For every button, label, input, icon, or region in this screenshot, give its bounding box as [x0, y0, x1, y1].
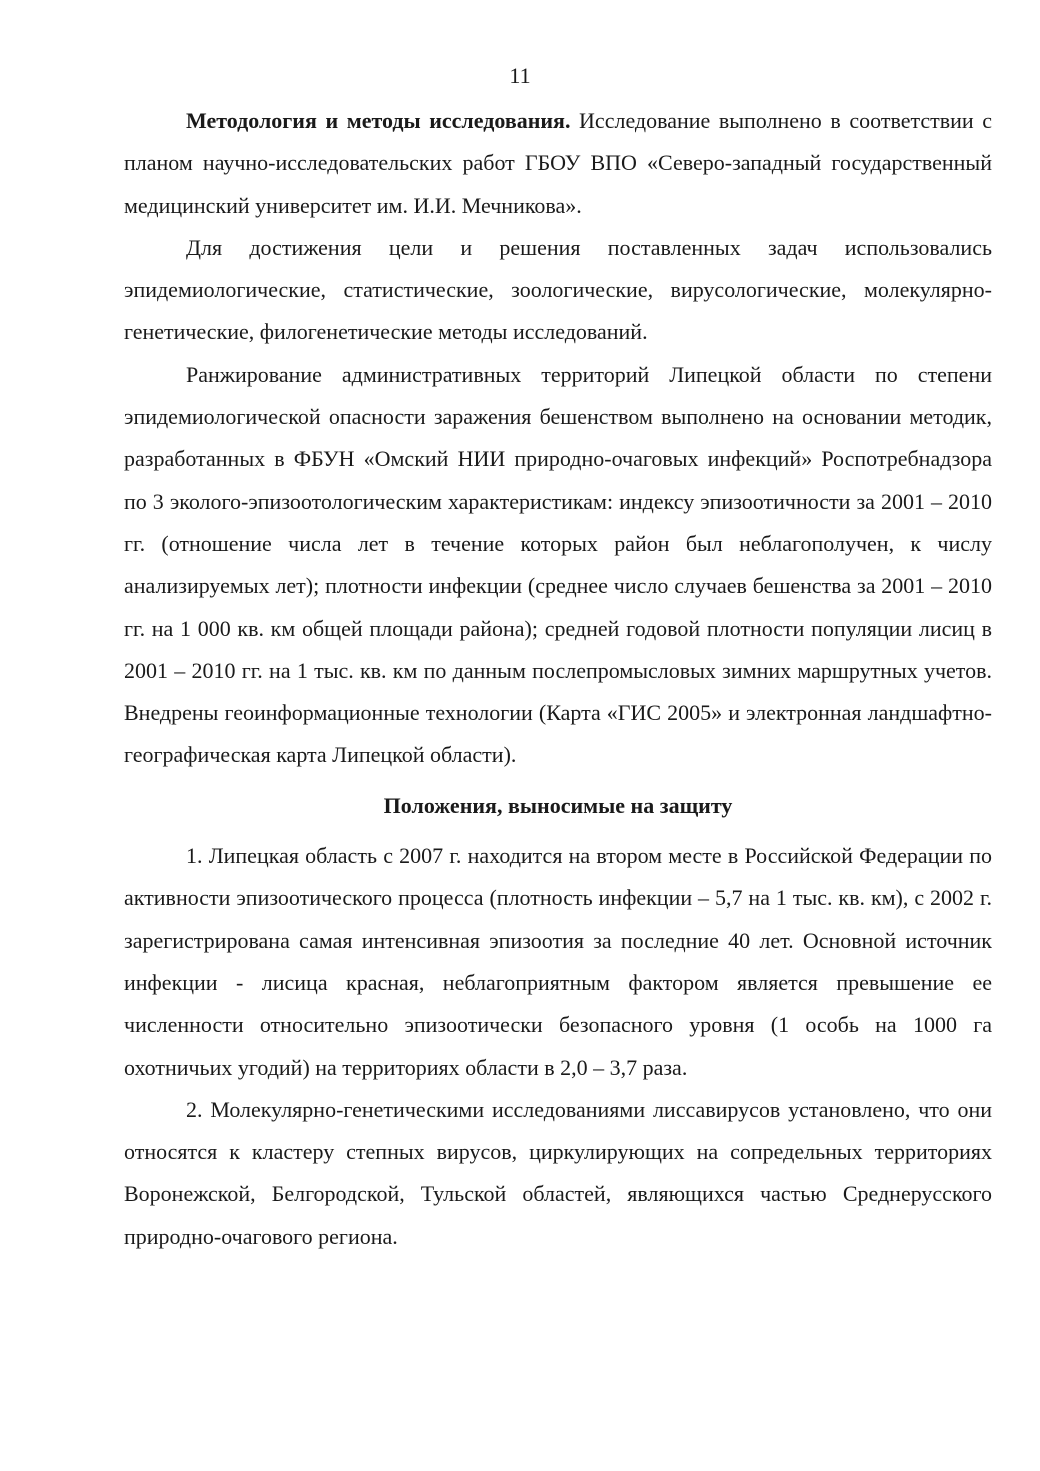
- theses-heading: Положения, выносимые на защиту: [383, 792, 733, 818]
- page-content: [124, 100, 992, 1258]
- methodology-text: Исследование выполнено в соответствии с планом научно-исследовательских работ ГБОУ ВПО «Северо-западный государственный медицинский университет им. И.И. Мечникова».: [124, 108, 992, 218]
- methodology-lead: Методология и методы исследования.: [186, 108, 571, 133]
- ranking-paragraph: Ранжирование административных территорий Липецкой области по степени эпидемиологической опасности заражения бешенством выполнено на основании методик, разработанных в ФБУН «Омский НИИ природно-очаговых инфекций» Роспотребнадзора по 3 эколого-эпизоотологическим характеристикам: индексу эпизоотичности за 2001 – 2010 гг. (отношение числа лет в течение которых район был неблагополучен, к числу анализируемых лет); плотности инфекции (среднее число случаев бешенства за 2001 – 2010 гг. на 1 000 кв. км общей площади района); средней годовой плотности популяции лисиц в 2001 – 2010 гг. на 1 тыс. кв. км по данным послепромысловых зимних маршрутных учетов. Внедрены геоинформационные технологии (Карта «ГИС 2005» и электронная ландшафтно-географическая карта Липецкой области).: [124, 361, 992, 768]
- thesis-1-paragraph: 1. Липецкая область с 2007 г. находится на втором месте в Российской Федерации по активности эпизоотического процесса (плотность инфекции – 5,7 на 1 тыс. кв. км), с 2002 г. зарегистрирована самая интенсивная эпизоотия за последние 40 лет. Основной источник инфекции - лисица красная, неблагоприятным фактором является превышение ее численности относительно эпизоотически безопасного уровня (1 особь на 1000 га охотничьих угодий) на территориях области в 2,0 – 3,7 раза.: [124, 843, 992, 1080]
- page-number: 11: [509, 63, 531, 88]
- thesis-2-paragraph: 2. Молекулярно-генетическими исследованиями лиссавирусов установлено, что они относятся к кластеру степных вирусов, циркулирующих на сопредельных территориях Воронежской, Белгородской, Тульской областей, являющихся частью Среднерусского природно-очагового региона.: [124, 1096, 992, 1249]
- methodology-paragraph: [124, 100, 992, 227]
- methods-paragraph: Для достижения цели и решения поставленных задач использовались эпидемиологические, статистические, зоологические, вирусологические, молекулярно-генетические, филогенетические методы исследований.: [124, 234, 992, 345]
